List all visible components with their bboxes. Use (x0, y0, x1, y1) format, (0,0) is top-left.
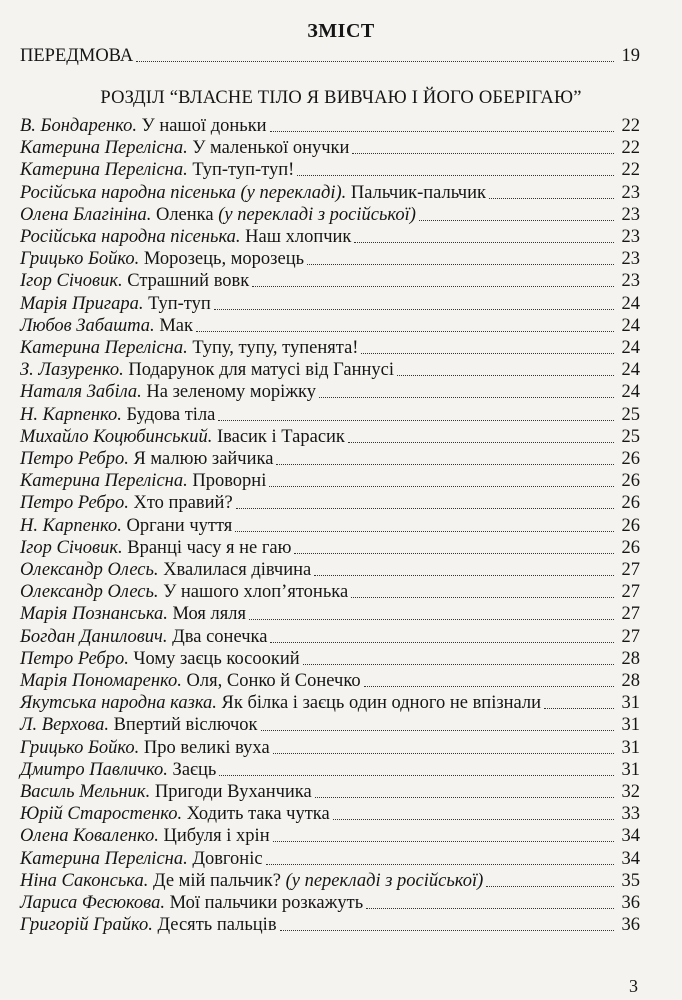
leader-dots (273, 753, 614, 754)
entry-author: Лариса Фесюкова. (20, 893, 165, 913)
entry-author: Петро Ребро. (20, 449, 129, 469)
entry-page-number: 35 (621, 870, 640, 891)
entry-page-number: 36 (621, 893, 640, 913)
leader-dots (249, 619, 614, 620)
entry-title: У маленької онучки (192, 138, 350, 159)
leader-dots (397, 375, 614, 376)
entry-author: Катерина Перелісна. (20, 338, 188, 358)
entry-page-number: 22 (621, 160, 640, 181)
entry-author: Ніна Саконська. (20, 870, 149, 891)
leader-dots (270, 642, 614, 643)
entry-page-number: 31 (621, 737, 640, 758)
leader-dots (486, 886, 614, 887)
entry-author: З. Лазуренко. (20, 360, 124, 381)
section-heading: РОЗДІЛ “ВЛАСНЕ ТІЛО Я ВИВЧАЮ І ЙОГО ОБЕРІГАЮ” (100, 88, 582, 108)
toc-entry[interactable] (20, 313, 640, 337)
entry-author: Юрій Старостенко. (20, 804, 183, 825)
entry-author: Марія Пономаренко. (20, 671, 182, 691)
entry-author: Василь Мельник. (20, 782, 151, 802)
leader-dots (196, 331, 614, 332)
toc-entry[interactable] (20, 757, 640, 781)
leader-dots (297, 175, 614, 176)
entry-title: Мої пальчики розкажуть (169, 893, 364, 913)
entry-page-number: 28 (621, 648, 640, 669)
entry-page-number: 34 (621, 826, 640, 847)
entry-title: Впертий віслючок (113, 715, 258, 736)
entry-title: Оленка (155, 204, 214, 225)
toc-entry[interactable] (20, 712, 640, 736)
entry-page-number: 23 (621, 271, 640, 292)
entry-author: Ігор Січовик. (20, 271, 123, 292)
leader-dots (361, 353, 614, 354)
entry-title: Мак (159, 315, 193, 336)
entry-author: Грицько Бойко. (20, 249, 140, 270)
leader-dots (136, 61, 614, 62)
entry-author: Катерина Перелісна. (20, 138, 188, 159)
leader-dots (214, 309, 614, 310)
toc-entry[interactable] (20, 690, 640, 714)
entry-title: Про великі вуха (143, 737, 270, 758)
toc-entry[interactable] (20, 846, 640, 870)
entry-page-number: 25 (621, 404, 640, 425)
entry-author: Російська народна пісенька (у перекладі). (20, 182, 347, 203)
entry-author: Олена Коваленко. (20, 826, 159, 847)
toc-entry[interactable] (20, 535, 640, 559)
leader-dots (236, 508, 614, 509)
entry-page-number: 26 (621, 537, 640, 558)
entry-page-number: 26 (621, 493, 640, 514)
toc-entry[interactable] (20, 202, 640, 226)
entry-title: Моя ляля (172, 604, 247, 625)
entry-page-number: 24 (621, 382, 640, 403)
entry-page-number: 26 (621, 515, 640, 536)
entry-page-number: 24 (621, 338, 640, 358)
leader-dots (351, 597, 614, 598)
leader-dots (354, 242, 614, 243)
entry-author: Олександр Олесь. (20, 560, 159, 580)
toc-entry[interactable] (20, 402, 640, 426)
toc-entry[interactable] (20, 157, 640, 181)
entry-title: Оля, Сонко й Сонечко (186, 671, 361, 691)
leader-dots (294, 553, 614, 554)
entry-title: Два сонечка (172, 626, 268, 647)
toc-entry[interactable] (20, 735, 640, 759)
toc-entry[interactable] (20, 291, 640, 315)
entry-note: (у перекладі з російської) (218, 204, 416, 225)
entry-author: В. Бондаренко. (20, 116, 137, 136)
leader-dots (219, 775, 614, 776)
entry-title: Ходить така чутка (186, 804, 330, 825)
leader-dots (270, 131, 614, 132)
entry-author: Якутська народна казка. (20, 693, 217, 714)
entry-title: Пригоди Вуханчика (154, 782, 312, 802)
entry-author: Любов Забашта. (20, 315, 155, 336)
entry-page-number: 26 (621, 471, 640, 492)
entry-title: Чому заєць косоокий (133, 648, 300, 669)
entry-title: Хто правий? (133, 493, 233, 514)
entry-title: Вранці часу я не гаю (127, 537, 292, 558)
leader-dots (218, 420, 614, 421)
entry-title: Десять пальців (157, 915, 277, 936)
toc-entry[interactable] (20, 890, 640, 914)
toc-entry[interactable] (20, 868, 640, 892)
entry-note: (у перекладі з російської) (285, 870, 484, 891)
toc-entry[interactable] (20, 823, 640, 847)
entry-title: Страшний вовк (127, 271, 250, 292)
entry-title: Де мій пальчик? (152, 870, 281, 891)
entry-author: Богдан Данилович. (20, 626, 168, 647)
page-title: ЗМІСТ (307, 20, 375, 42)
entry-title: У нашої доньки (141, 116, 267, 136)
leader-dots (348, 442, 614, 443)
toc-entry[interactable] (20, 624, 640, 648)
entry-page-number: 31 (621, 715, 640, 736)
toc-entry[interactable] (20, 557, 640, 581)
entry-title: Я малюю зайчика (133, 449, 274, 469)
leader-dots (544, 708, 614, 709)
entry-title: Довгоніс (192, 848, 263, 869)
leader-dots (261, 730, 614, 731)
entry-page-number: 22 (621, 116, 640, 136)
entry-title: Проворні (192, 471, 267, 492)
entry-author: Олена Благініна. (20, 204, 152, 225)
entry-author: Дмитро Павличко. (20, 759, 168, 780)
entry-page-number: 27 (621, 582, 640, 603)
entry-title: Наш хлопчик (245, 227, 352, 247)
toc-entry[interactable] (20, 180, 640, 204)
entry-page-number: 22 (621, 138, 640, 159)
entry-title: Будова тіла (126, 404, 216, 425)
toc-entry[interactable] (20, 446, 640, 470)
toc-entry[interactable] (20, 779, 640, 803)
leader-dots (366, 908, 614, 909)
entry-page-number: 34 (621, 848, 640, 869)
entry-page-number: 25 (621, 426, 640, 447)
page-number: 3 (629, 976, 638, 996)
toc-entry[interactable] (20, 668, 640, 692)
leader-dots (314, 575, 614, 576)
toc-entry[interactable] (20, 224, 640, 248)
entry-title: Морозець, морозець (143, 249, 305, 270)
entry-page-number: 32 (621, 782, 640, 802)
toc-entry[interactable] (20, 601, 640, 625)
leader-dots (269, 486, 614, 487)
entry-title: Подарунок для матусі від Ганнусі (128, 360, 394, 381)
entry-author: Катерина Перелісна. (20, 160, 188, 181)
toc-entry-preface[interactable] (20, 43, 640, 67)
entry-page-number: 36 (621, 915, 640, 936)
entry-author: Катерина Перелісна. (20, 848, 188, 869)
toc-entry[interactable] (20, 379, 640, 403)
entry-author: Петро Ребро. (20, 648, 129, 669)
entry-page-number: 27 (621, 604, 640, 625)
leader-dots (273, 841, 614, 842)
entry-author: Грицько Бойко. (20, 737, 140, 758)
leader-dots (489, 198, 614, 199)
leader-dots (352, 153, 614, 154)
toc-entry[interactable] (20, 579, 640, 603)
entry-page-number: 27 (621, 560, 640, 580)
entry-title: Заєць (172, 759, 217, 780)
entry-author: Л. Верхова. (20, 715, 109, 736)
entry-page-number: 23 (621, 249, 640, 270)
leader-dots (235, 531, 614, 532)
entry-author: Михайло Коцюбинський. (20, 426, 213, 447)
toc-entry[interactable] (20, 801, 640, 825)
entry-page-number: 31 (621, 693, 640, 714)
entry-page-number: 27 (621, 626, 640, 647)
toc-entry[interactable] (20, 424, 640, 448)
toc-entry[interactable] (20, 912, 640, 936)
entry-title: Органи чуття (126, 515, 233, 536)
toc-entry[interactable] (20, 246, 640, 270)
leader-dots (280, 930, 614, 931)
toc-entry[interactable] (20, 490, 640, 514)
entry-page-number: 26 (621, 449, 640, 469)
entry-author: Олександр Олесь. (20, 582, 159, 603)
entry-page-number: 31 (621, 759, 640, 780)
toc-entry[interactable] (20, 513, 640, 537)
entry-title: Туп-туп-туп! (192, 160, 295, 181)
entry-title: Цибуля і хрін (163, 826, 270, 847)
entry-title: ПЕРЕДМОВА (20, 46, 134, 66)
entry-title: Івасик і Тарасик (216, 426, 345, 447)
entry-author: Марія Пригара. (20, 293, 144, 314)
entry-page-number: 19 (621, 46, 640, 66)
toc-entry[interactable] (20, 113, 640, 137)
leader-dots (266, 864, 614, 865)
leader-dots (419, 220, 614, 221)
entry-author: Петро Ребро. (20, 493, 129, 514)
leader-dots (276, 464, 614, 465)
toc-entry[interactable] (20, 335, 640, 359)
entry-page-number: 23 (621, 204, 640, 225)
entry-author: Н. Карпенко. (20, 515, 122, 536)
entry-page-number: 24 (621, 293, 640, 314)
entry-title: Пальчик-пальчик (350, 182, 486, 203)
toc-entry[interactable] (20, 646, 640, 670)
toc-entry[interactable] (20, 268, 640, 292)
entry-author: Марія Познанська. (20, 604, 168, 625)
entry-title: На зеленому моріжку (146, 382, 317, 403)
entry-title: У нашого хлоп’ятонька (163, 582, 349, 603)
entry-title: Хвалилася дівчина (163, 560, 312, 580)
entry-author: Російська народна пісенька. (20, 227, 241, 247)
entry-page-number: 28 (621, 671, 640, 691)
leader-dots (333, 819, 614, 820)
entry-author: Наталя Забіла. (20, 382, 142, 403)
entry-title: Як білка і заєць один одного не впізнали (221, 693, 542, 714)
toc-entry[interactable] (20, 468, 640, 492)
entry-page-number: 24 (621, 360, 640, 381)
toc-entry[interactable] (20, 357, 640, 381)
entry-page-number: 23 (621, 227, 640, 247)
leader-dots (319, 397, 614, 398)
entry-title: Тупу, тупу, тупенята! (192, 338, 359, 358)
entry-author: Н. Карпенко. (20, 404, 122, 425)
entry-author: Ігор Січовик. (20, 537, 123, 558)
entry-page-number: 24 (621, 315, 640, 336)
leader-dots (303, 664, 614, 665)
leader-dots (307, 264, 614, 265)
entry-author: Григорій Грайко. (20, 915, 153, 936)
entry-author: Катерина Перелісна. (20, 471, 188, 492)
entry-title: Туп-туп (148, 293, 211, 314)
leader-dots (252, 286, 614, 287)
entry-page-number: 23 (621, 182, 640, 203)
leader-dots (315, 797, 614, 798)
entry-page-number: 33 (621, 804, 640, 825)
leader-dots (364, 686, 614, 687)
toc-entry[interactable] (20, 135, 640, 159)
